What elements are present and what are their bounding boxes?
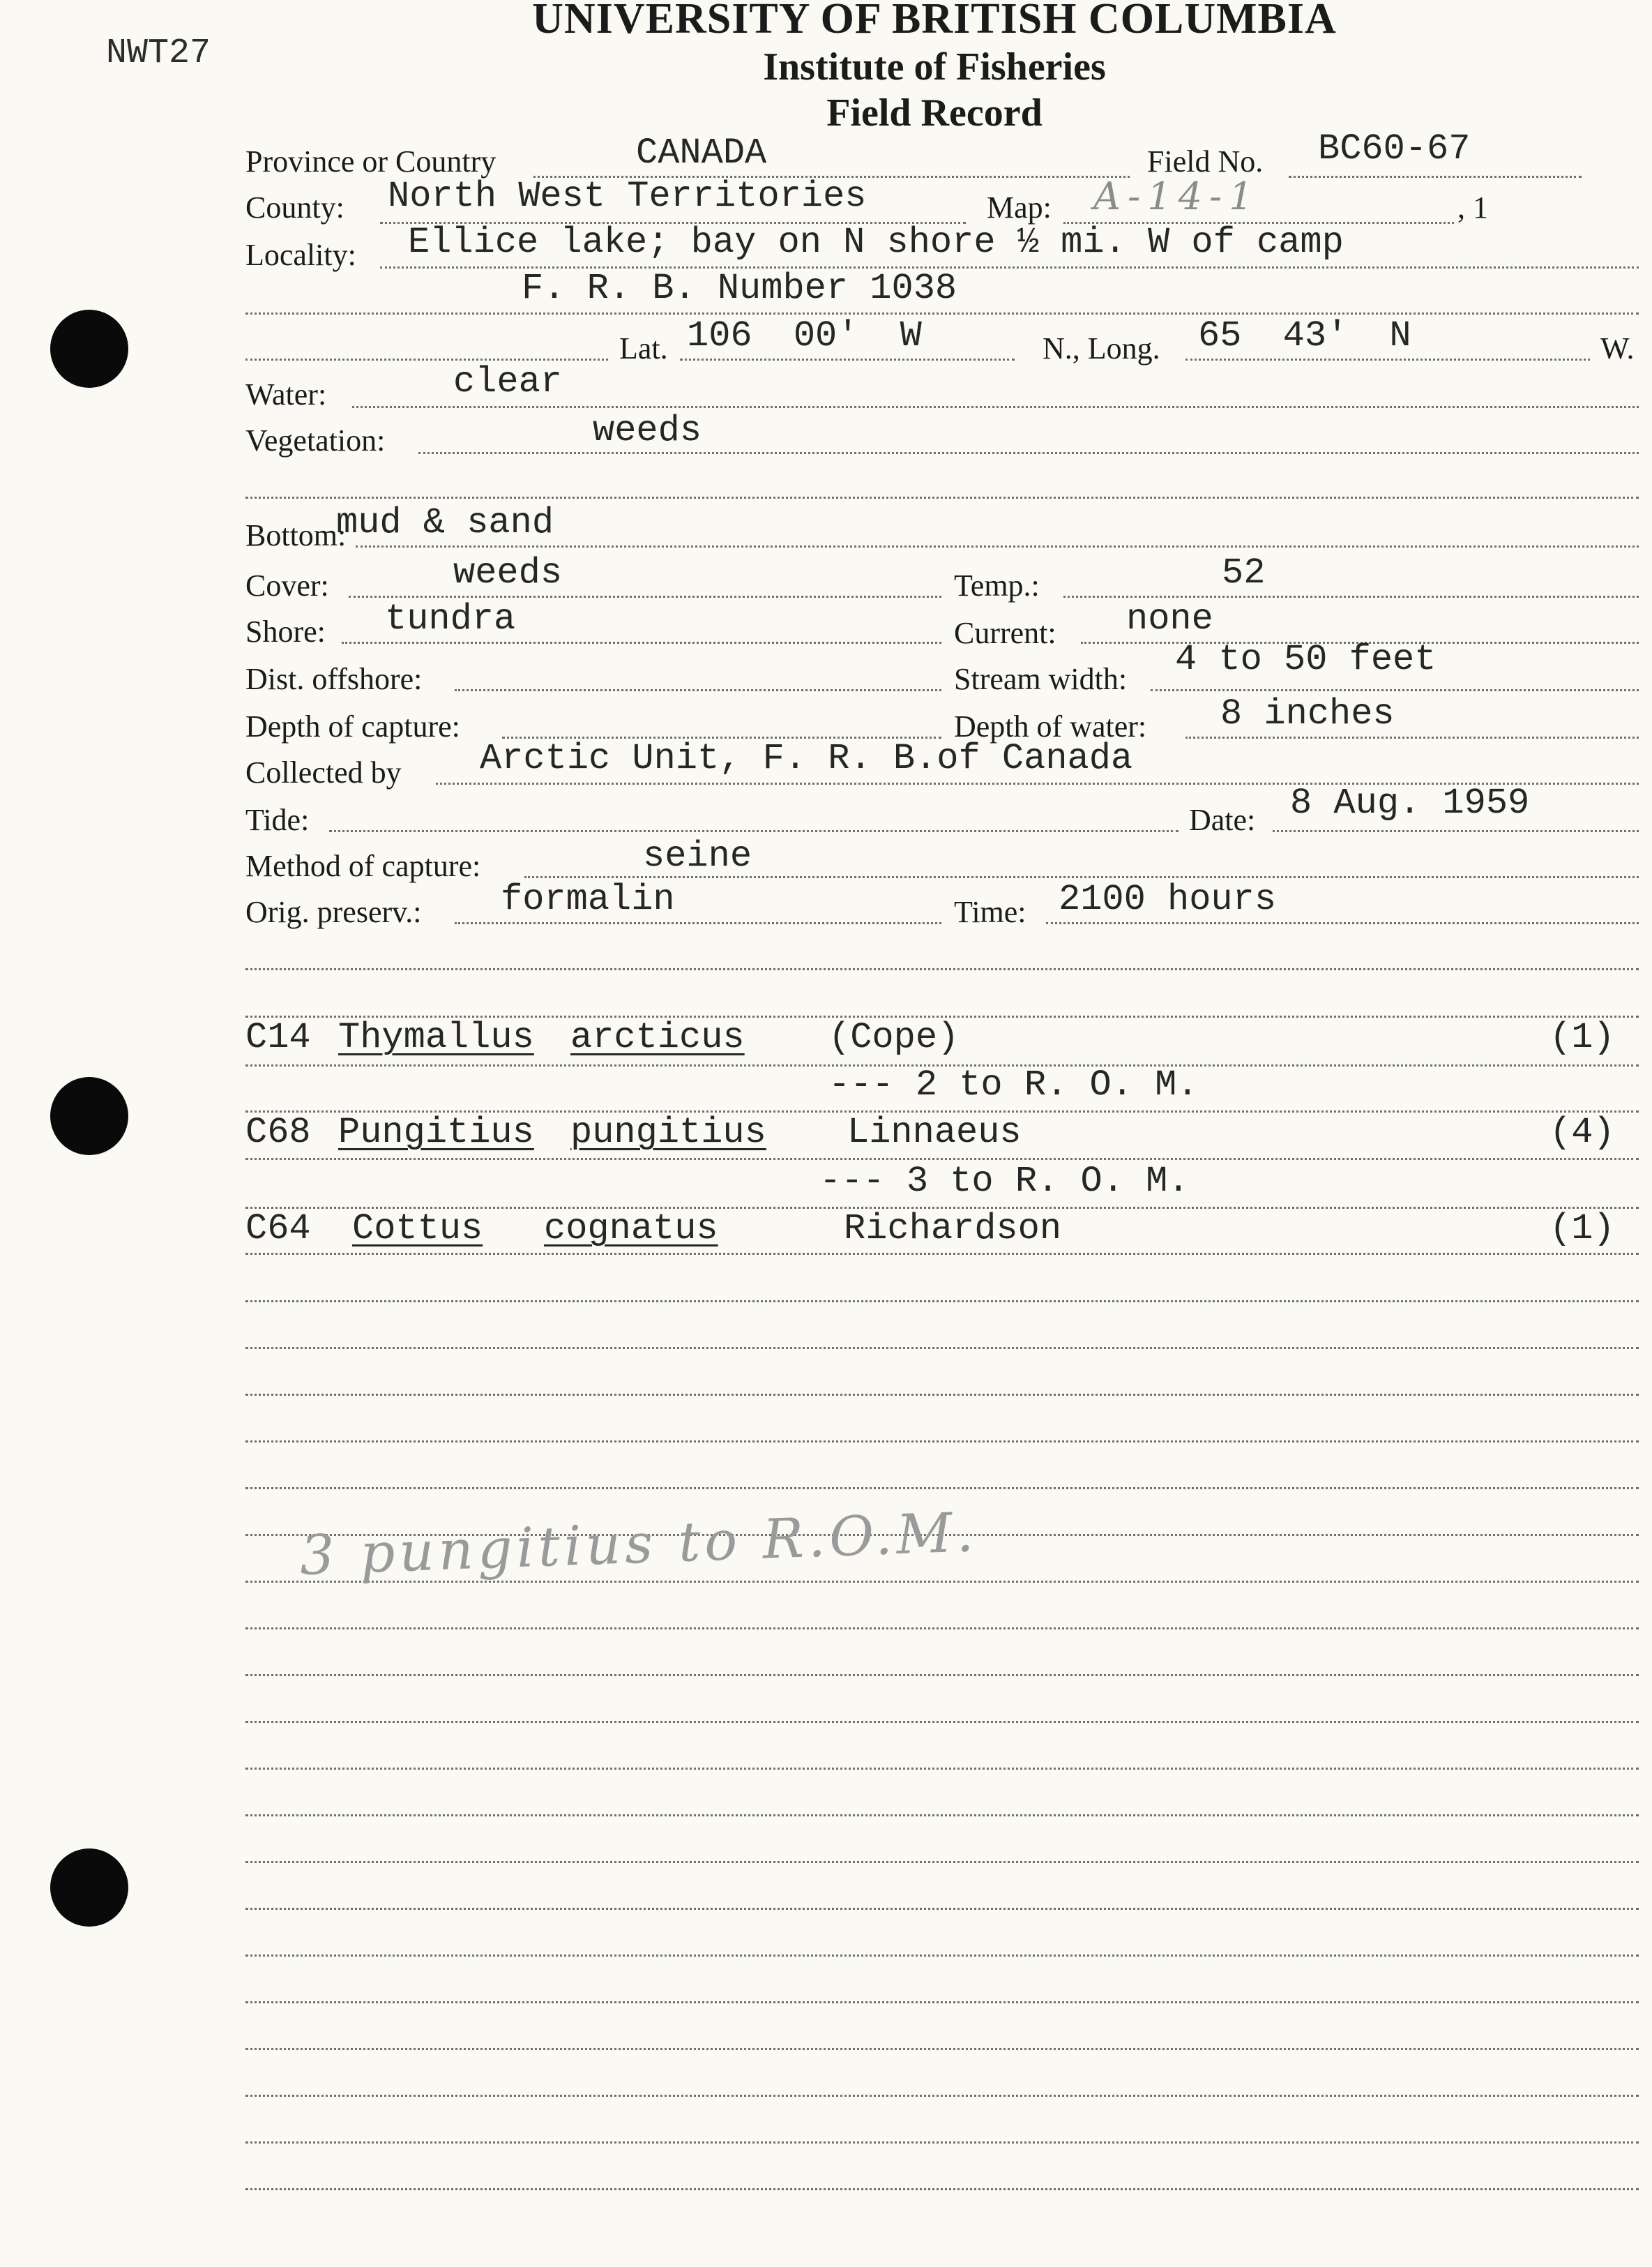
ruled-line <box>245 1253 1639 1255</box>
date-line <box>1273 830 1639 832</box>
cover-value: weeds <box>453 552 563 594</box>
ruled-line <box>245 2095 1639 2097</box>
field-no-label: Field No. <box>1147 144 1264 179</box>
cover-line <box>349 596 941 598</box>
locality-line-2 <box>245 312 1639 315</box>
time-value: 2100 hours <box>1059 879 1277 920</box>
specimen-2-note: --- 3 to R. O. M. <box>819 1161 1190 1202</box>
stream-width-value: 4 to 50 feet <box>1175 639 1437 680</box>
ruled-line <box>245 1627 1639 1629</box>
ruled-line <box>245 1487 1639 1489</box>
ruled-line <box>245 1347 1639 1349</box>
lat-line <box>680 359 1015 361</box>
dist-offshore-label: Dist. offshore: <box>245 662 423 696</box>
specimen-1-genus: Thymallus <box>338 1017 534 1058</box>
county-label: County: <box>245 190 344 225</box>
vegetation-line-1 <box>418 452 1639 454</box>
temp-line <box>1063 596 1639 598</box>
depth-capture-label: Depth of capture: <box>245 709 460 744</box>
water-label: Water: <box>245 377 327 412</box>
lat-pre-line <box>245 359 608 361</box>
ruled-line <box>245 1440 1639 1443</box>
specimen-1-species: arcticus <box>570 1017 745 1058</box>
locality-value-2: F. R. B. Number 1038 <box>522 268 957 309</box>
ruled-line <box>245 1861 1639 1863</box>
long-label: N., Long. <box>1043 331 1160 366</box>
field-no-line <box>1289 176 1582 178</box>
map-label: Map: <box>987 190 1052 225</box>
orig-preserv-label: Orig. preserv.: <box>245 895 422 929</box>
cover-label: Cover: <box>245 568 329 603</box>
method-value: seine <box>643 836 752 877</box>
specimen-2-genus: Pungitius <box>338 1112 534 1153</box>
depth-water-line <box>1185 737 1639 739</box>
stream-width-label: Stream width: <box>954 662 1128 696</box>
method-label: Method of capture: <box>245 849 481 883</box>
ruled-line <box>245 968 1639 970</box>
ruled-line <box>245 2141 1639 2144</box>
date-label: Date: <box>1189 803 1256 837</box>
time-label: Time: <box>954 895 1026 929</box>
ruled-line <box>245 1394 1639 1396</box>
specimen-3-genus: Cottus <box>352 1208 483 1249</box>
bottom-value: mud & sand <box>336 502 554 543</box>
bottom-line <box>356 545 1639 548</box>
catalog-code: NWT27 <box>106 33 211 73</box>
map-value: A-14-1 <box>1093 174 1260 218</box>
orig-preserv-line <box>455 922 941 924</box>
orig-preserv-value: formalin <box>501 879 675 920</box>
shore-line <box>342 642 941 644</box>
stream-width-line <box>1151 689 1639 691</box>
date-value: 8 Aug. 1959 <box>1290 783 1530 824</box>
dist-offshore-line <box>455 689 941 691</box>
time-line <box>1046 922 1639 924</box>
bottom-label: Bottom: <box>245 518 347 552</box>
locality-label: Locality: <box>245 238 356 272</box>
ruled-line <box>245 2188 1639 2190</box>
water-line <box>352 406 1639 408</box>
specimen-1-code: C14 <box>245 1017 311 1058</box>
specimen-3-species: cognatus <box>544 1208 718 1249</box>
tide-label: Tide: <box>245 803 310 837</box>
ruled-line <box>245 2001 1639 2003</box>
pencil-note: 3 pungitius to R.O.M. <box>298 1501 979 1588</box>
long-suffix: W. <box>1600 331 1635 366</box>
locality-value-1: Ellice lake; bay on N shore ½ mi. W of camp <box>408 222 1344 263</box>
lat-label: Lat. <box>619 331 668 366</box>
ruled-line <box>245 1814 1639 1816</box>
lat-value: 106 00' W <box>687 315 922 356</box>
specimen-1-count: (1) <box>1549 1017 1615 1058</box>
ruled-line <box>245 1955 1639 1957</box>
temp-value: 52 <box>1222 552 1266 594</box>
current-label: Current: <box>954 616 1056 650</box>
punch-hole-top <box>50 310 128 388</box>
province-value: CANADA <box>636 133 767 174</box>
punch-hole-middle <box>50 1077 128 1155</box>
county-value: North West Territories <box>388 176 867 217</box>
province-label: Province or Country <box>245 144 497 179</box>
map-suffix: , 1 <box>1457 190 1488 225</box>
specimen-2-species: pungitius <box>570 1112 766 1153</box>
specimen-1-author: (Cope) <box>828 1017 960 1058</box>
specimen-3-author: Richardson <box>844 1208 1062 1249</box>
ruled-line <box>245 1674 1639 1676</box>
ruled-line <box>245 1158 1639 1160</box>
institution-title: UNIVERSITY OF BRITISH COLUMBIA <box>532 0 1337 43</box>
long-line <box>1185 359 1590 361</box>
institute-subtitle: Institute of Fisheries <box>763 45 1106 89</box>
ruled-line <box>245 2048 1639 2050</box>
vegetation-line-2 <box>245 497 1639 499</box>
form-title: Field Record <box>826 91 1043 135</box>
shore-value: tundra <box>385 598 516 640</box>
specimen-3-code: C64 <box>245 1208 311 1249</box>
collected-by-value: Arctic Unit, F. R. B.of Canada <box>480 738 1133 779</box>
ruled-line <box>245 1768 1639 1770</box>
specimen-2-author: Linnaeus <box>847 1112 1022 1153</box>
ruled-line <box>245 1300 1639 1302</box>
water-value: clear <box>453 361 563 402</box>
ruled-line <box>245 1908 1639 1910</box>
specimen-1-note: --- 2 to R. O. M. <box>828 1064 1199 1106</box>
shore-label: Shore: <box>245 615 326 649</box>
specimen-3-count: (1) <box>1549 1208 1615 1249</box>
vegetation-label: Vegetation: <box>245 423 386 458</box>
current-value: none <box>1126 598 1213 640</box>
ruled-line <box>245 1721 1639 1723</box>
long-value: 65 43' N <box>1198 315 1411 356</box>
specimen-2-code: C68 <box>245 1112 311 1153</box>
specimen-2-count: (4) <box>1549 1112 1615 1153</box>
collected-by-label: Collected by <box>245 755 402 790</box>
vegetation-value: weeds <box>593 410 702 451</box>
field-no-value: BC60-67 <box>1318 128 1471 170</box>
depth-water-value: 8 inches <box>1220 693 1395 735</box>
temp-label: Temp.: <box>954 568 1040 603</box>
tide-line <box>329 830 1179 832</box>
depth-water-label: Depth of water: <box>954 709 1147 744</box>
punch-hole-bottom <box>50 1848 128 1927</box>
